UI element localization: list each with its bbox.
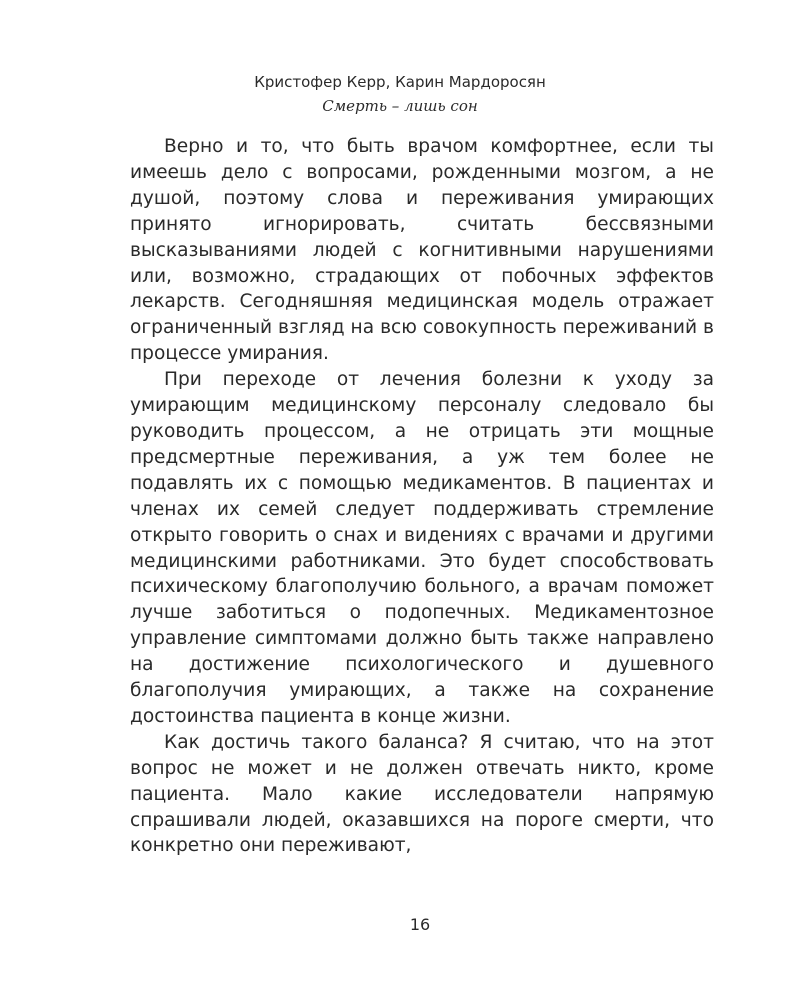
page-number: 16 <box>409 915 431 934</box>
running-head-author: Кристофер Керр, Карин Мардоросян <box>254 73 546 91</box>
paragraph-2: При переходе от лечения болезни к уходу за умирающим медицинскому персоналу следовало бы руководить процессом, а не отрицать эти мощные предсмертные переживания, а уж тем более не подавлять их с помощью медикаментов. В пациентах и членах их семей следует поддерживать стремление открыто говорить о снах и видениях с врачами и другими медицинскими работниками. Это будет способствовать психическому благополучию больного, а врачам поможет лучше заботиться о подопечных. Медикаментозное управление симптомами должно быть также направлено на достижение психологического и душевного благополучия умирающих, а также на сохранение достоинства пациента в конце жизни. <box>130 369 714 727</box>
body-text <box>130 134 714 859</box>
running-head-book-title: Смерть – лишь сон <box>322 97 478 115</box>
paragraph-1: Верно и то, что быть врачом комфортнее, если ты имеешь дело с вопросами, рожденными мозгом, а не душой, поэтому слова и переживания умирающих принято игнорировать, считать бессвязными высказываниями людей с когнитивными нарушениями или, возможно, страдающих от побочных эффектов лекарств. Сегодняшняя медицинская модель отражает ограниченный взгляд на всю совокупность переживаний в процессе умирания. <box>130 136 714 365</box>
paragraph-3: Как достичь такого баланса? Я считаю, что на этот вопрос не может и не должен отвечать никто, кроме пациента. Мало какие исследователи напрямую спрашивали людей, оказавшихся на пороге смерти, что конкретно они переживают, <box>130 731 714 857</box>
